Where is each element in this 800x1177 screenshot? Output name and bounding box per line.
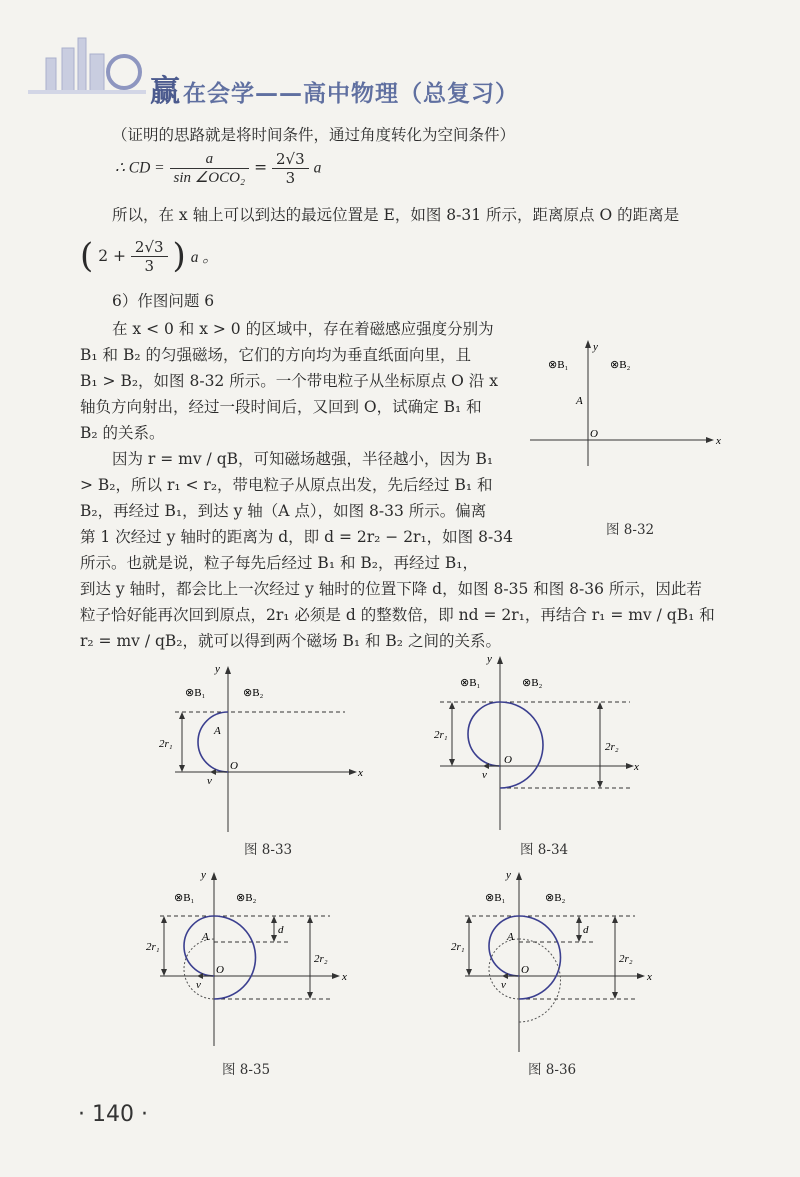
p2-line-8: r₂ = mv / qB₂，就可以得到两个磁场 B₁ 和 B₂ 之间的关系。	[80, 632, 501, 650]
dim-d-arrow-bottom	[576, 935, 582, 942]
label-y: y	[215, 663, 220, 675]
trajectory-arc-b2	[500, 702, 543, 788]
p1-line-5: B₂ 的关系。	[80, 424, 165, 442]
header-title	[150, 66, 519, 110]
dim-2r1-arrow-bottom	[449, 759, 455, 766]
figure-8-34	[430, 650, 645, 835]
dim-2r2-arrow-bottom	[307, 992, 313, 999]
label-O: O	[521, 964, 529, 976]
eq-den2: 3	[285, 169, 296, 187]
trajectory-arc-b2-first	[519, 916, 561, 999]
x-axis-arrow	[637, 973, 645, 979]
label-2r1: 2r₁	[159, 738, 173, 750]
label-x: x	[647, 971, 652, 983]
p2-line-7: 粒子恰好能再次回到原点，2r₁ 必须是 d 的整数倍，即 nd = 2r₁，再结合 r₁ = mv / qB₁ 和	[80, 606, 715, 624]
farthest-tail: a 。	[190, 249, 218, 266]
p2-line-1: 因为 r = mv / qB，可知磁场越强，半径越小，因为 B₁	[112, 450, 494, 468]
caption-8-34: 图 8-34	[520, 842, 569, 858]
y-axis-arrow	[516, 872, 522, 880]
y-axis-arrow	[497, 656, 503, 664]
dim-2r1-arrow-top	[449, 702, 455, 709]
label-d: d	[278, 924, 284, 936]
label-x: x	[358, 767, 363, 779]
p1-line-2: B₁ 和 B₂ 的匀强磁场，它们的方向均为垂直纸面向里，且	[80, 346, 471, 364]
caption-8-32: 图 8-32	[606, 522, 655, 538]
figure-8-35	[140, 866, 355, 1051]
dim-2r2-arrow-bottom	[612, 992, 618, 999]
y-axis-arrow	[585, 340, 591, 348]
label-B2: ⊗B₂	[545, 892, 566, 904]
label-d: d	[583, 924, 589, 936]
label-B2: ⊗B₂	[243, 687, 264, 699]
trajectory-arc-b1	[198, 712, 228, 772]
label-B1: ⊗B₁	[548, 359, 569, 371]
p2-line-4: 第 1 次经过 y 轴时的距离为 d，即 d = 2r₂ − 2r₁，如图 8-34	[80, 528, 513, 546]
trajectory-arc-b1	[468, 702, 500, 766]
p1-line-4: 轴负方向射出，经过一段时间后，又回到 O，试确定 B₁ 和	[80, 398, 482, 416]
trajectory-arc-b1-first	[489, 916, 519, 976]
header-decoration	[28, 28, 148, 108]
label-x: x	[342, 971, 347, 983]
label-2r1: 2r₁	[451, 941, 465, 953]
paren-open: (	[80, 236, 94, 276]
label-v: v	[482, 769, 487, 781]
trajectory-arc-b1-first	[184, 916, 214, 976]
farthest-two: 2 +	[98, 247, 126, 265]
label-O: O	[504, 754, 512, 766]
dim-2r2-arrow-top	[307, 916, 313, 923]
eq-num1: a	[170, 150, 250, 169]
label-B1: ⊗B₁	[460, 677, 481, 689]
dim-2r2-arrow-top	[612, 916, 618, 923]
trajectory-arc-b2	[214, 916, 256, 999]
farthest-line: 所以，在 x 轴上可以到达的最远位置是 E，如图 8-31 所示，距离原点 O 的距离是	[112, 206, 680, 224]
figure-8-36	[445, 866, 660, 1056]
p1-line-1: 在 x < 0 和 x > 0 的区域中，存在着磁感应强度分别为	[112, 320, 494, 338]
dim-d-arrow-bottom	[271, 935, 277, 942]
dim-2r2-arrow-top	[597, 702, 603, 709]
label-v: v	[207, 775, 212, 787]
label-x: x	[716, 435, 721, 447]
section-title: 6）作图问题 6	[112, 292, 215, 310]
label-O: O	[216, 964, 224, 976]
x-axis-arrow	[706, 437, 714, 443]
p2-line-5: 所示。也就是说，粒子每先后经过 B₁ 和 B₂，再经过 B₁，	[80, 554, 479, 572]
label-A: A	[507, 931, 514, 943]
dim-2r1-arrow-bottom	[179, 765, 185, 772]
dim-2r2-arrow-bottom	[597, 781, 603, 788]
p2-line-6: 到达 y 轴时，都会比上一次经过 y 轴时的位置下降 d，如图 8-35 和图 8-36 所示，因此若	[80, 580, 702, 598]
x-axis-arrow	[626, 763, 634, 769]
header-title-rest: 在会学——高中物理（总复习）	[183, 81, 519, 107]
label-2r2: 2r₂	[314, 953, 328, 965]
label-B2: ⊗B₂	[610, 359, 631, 371]
label-A: A	[576, 395, 583, 407]
eq-num2: 2√3	[272, 150, 309, 169]
eq-equals: =	[254, 158, 268, 177]
header-title-big: 赢	[150, 74, 181, 109]
dim-d-arrow-top	[271, 916, 277, 923]
p2-line-3: B₂，再经过 B₁，到达 y 轴（A 点），如图 8-33 所示。偏离	[80, 502, 487, 520]
label-v: v	[196, 979, 201, 991]
dim-2r1-arrow-bottom	[466, 969, 472, 976]
proof-note: （证明的思路就是将时间条件，通过角度转化为空间条件）	[112, 126, 516, 144]
label-O: O	[230, 760, 238, 772]
figure-8-33	[155, 662, 370, 837]
eq-fraction-1	[170, 150, 250, 187]
paren-close: )	[172, 236, 186, 276]
eq-fraction-2	[272, 150, 309, 187]
p1-line-3: B₁ > B₂，如图 8-32 所示。一个带电粒子从坐标原点 O 沿 x	[80, 372, 498, 390]
label-B1: ⊗B₁	[174, 892, 195, 904]
label-2r1: 2r₁	[146, 941, 160, 953]
dim-2r1-arrow-top	[179, 712, 185, 719]
label-y: y	[593, 341, 598, 353]
label-2r2: 2r₂	[605, 741, 619, 753]
farthest-den: 3	[144, 256, 155, 275]
figure-8-32	[530, 338, 730, 468]
label-A: A	[214, 725, 221, 737]
farthest-expression	[80, 236, 218, 276]
eq-prefix: ∴ CD =	[115, 159, 165, 177]
label-x: x	[634, 761, 639, 773]
label-B2: ⊗B₂	[236, 892, 257, 904]
farthest-fraction	[131, 238, 168, 275]
label-y: y	[506, 869, 511, 881]
dim-2r1-arrow-top	[161, 916, 167, 923]
label-2r1: 2r₁	[434, 729, 448, 741]
dim-d-arrow-top	[576, 916, 582, 923]
y-axis-arrow	[225, 666, 231, 674]
label-B1: ⊗B₁	[485, 892, 506, 904]
p2-line-2: > B₂，所以 r₁ < r₂，带电粒子从原点出发，先后经过 B₁ 和	[80, 476, 493, 494]
farthest-num: 2√3	[131, 238, 168, 257]
caption-8-35: 图 8-35	[222, 1062, 271, 1078]
caption-8-36: 图 8-36	[528, 1062, 577, 1078]
y-axis-arrow	[211, 872, 217, 880]
eq-den1: sin ∠OCO₂	[173, 170, 246, 186]
x-axis-arrow	[332, 973, 340, 979]
label-O: O	[590, 428, 598, 440]
label-B2: ⊗B₂	[522, 677, 543, 689]
label-B1: ⊗B₁	[185, 687, 206, 699]
page-number: · 140 ·	[78, 1102, 148, 1127]
label-A: A	[202, 931, 209, 943]
label-y: y	[201, 869, 206, 881]
dim-2r1-arrow-bottom	[161, 969, 167, 976]
dim-2r1-arrow-top	[466, 916, 472, 923]
equation-cd	[115, 150, 321, 187]
eq-tail: a	[313, 159, 322, 177]
label-v: v	[501, 979, 506, 991]
label-2r2: 2r₂	[619, 953, 633, 965]
caption-8-33: 图 8-33	[244, 842, 293, 858]
label-y: y	[487, 653, 492, 665]
x-axis-arrow	[349, 769, 357, 775]
